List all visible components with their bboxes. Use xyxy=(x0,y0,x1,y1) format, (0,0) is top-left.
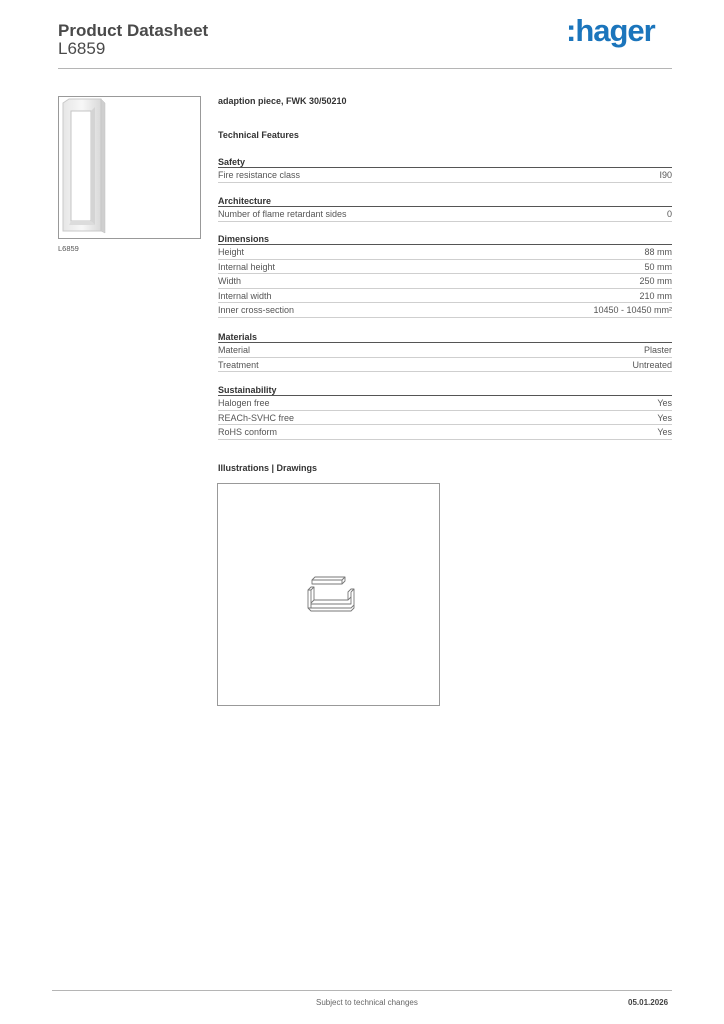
spec-value: Yes xyxy=(657,412,672,423)
product-code: L6859 xyxy=(58,39,106,58)
spec-label: RoHS conform xyxy=(218,427,278,437)
spec-row xyxy=(218,168,672,183)
drawings-heading: Illustrations | Drawings xyxy=(218,463,318,473)
spec-value: I90 xyxy=(659,170,672,180)
architecture-section xyxy=(218,195,672,222)
spec-value: 10450 - 10450 mm² xyxy=(593,305,672,315)
section-title: Architecture xyxy=(218,195,672,207)
spec-value: 88 mm xyxy=(644,247,672,257)
spec-value: 0 xyxy=(666,209,672,219)
spec-label: Internal height xyxy=(218,261,276,272)
adaption-piece-drawing-icon xyxy=(218,484,439,705)
spec-label: Height xyxy=(218,247,245,257)
footer-divider xyxy=(52,990,672,991)
spec-value: Untreated xyxy=(632,359,672,370)
spec-label: Number of flame retardant sides xyxy=(218,209,347,219)
spec-row xyxy=(218,207,672,222)
spec-label: Inner cross-section xyxy=(218,305,295,315)
spec-row xyxy=(218,343,672,358)
product-image xyxy=(58,96,201,239)
spec-row xyxy=(218,274,672,289)
section-title: Safety xyxy=(218,156,672,168)
spec-value: 210 mm xyxy=(639,290,672,301)
page-title: Product Datasheet xyxy=(58,21,209,40)
spec-row xyxy=(218,396,672,411)
spec-value: Plaster xyxy=(643,345,672,355)
spec-label: Internal width xyxy=(218,290,272,301)
spec-value: Yes xyxy=(657,398,672,408)
spec-label: Material xyxy=(218,345,251,355)
materials-section xyxy=(218,331,672,372)
spec-row xyxy=(218,411,672,426)
sustainability-section xyxy=(218,384,672,440)
product-description: adaption piece, FWK 30/50210 xyxy=(218,96,347,106)
spec-row xyxy=(218,303,672,318)
technical-features-heading: Technical Features xyxy=(218,130,299,140)
frame-product-icon xyxy=(59,97,200,238)
spec-row xyxy=(218,289,672,304)
spec-value: 50 mm xyxy=(644,261,672,272)
technical-drawing xyxy=(217,483,440,706)
section-title: Sustainability xyxy=(218,384,672,396)
spec-label: Fire resistance class xyxy=(218,170,301,180)
footer-date: 05.01.2026 xyxy=(628,998,669,1007)
dimensions-section xyxy=(218,233,672,318)
section-title: Dimensions xyxy=(218,233,672,245)
spec-label: Width xyxy=(218,276,242,286)
spec-label: Halogen free xyxy=(218,398,270,408)
spec-label: REACh-SVHC free xyxy=(218,412,295,423)
hager-logo: :hager xyxy=(566,13,655,48)
spec-row xyxy=(218,358,672,373)
safety-section xyxy=(218,156,672,183)
footer-note: Subject to technical changes xyxy=(316,998,418,1007)
spec-row xyxy=(218,260,672,275)
header-divider xyxy=(58,68,672,69)
product-image-caption: L6859 xyxy=(58,244,79,253)
spec-value: 250 mm xyxy=(639,276,672,286)
section-title: Materials xyxy=(218,331,672,343)
spec-value: Yes xyxy=(657,427,672,437)
spec-row xyxy=(218,245,672,260)
spec-label: Treatment xyxy=(218,359,259,370)
spec-row xyxy=(218,425,672,440)
